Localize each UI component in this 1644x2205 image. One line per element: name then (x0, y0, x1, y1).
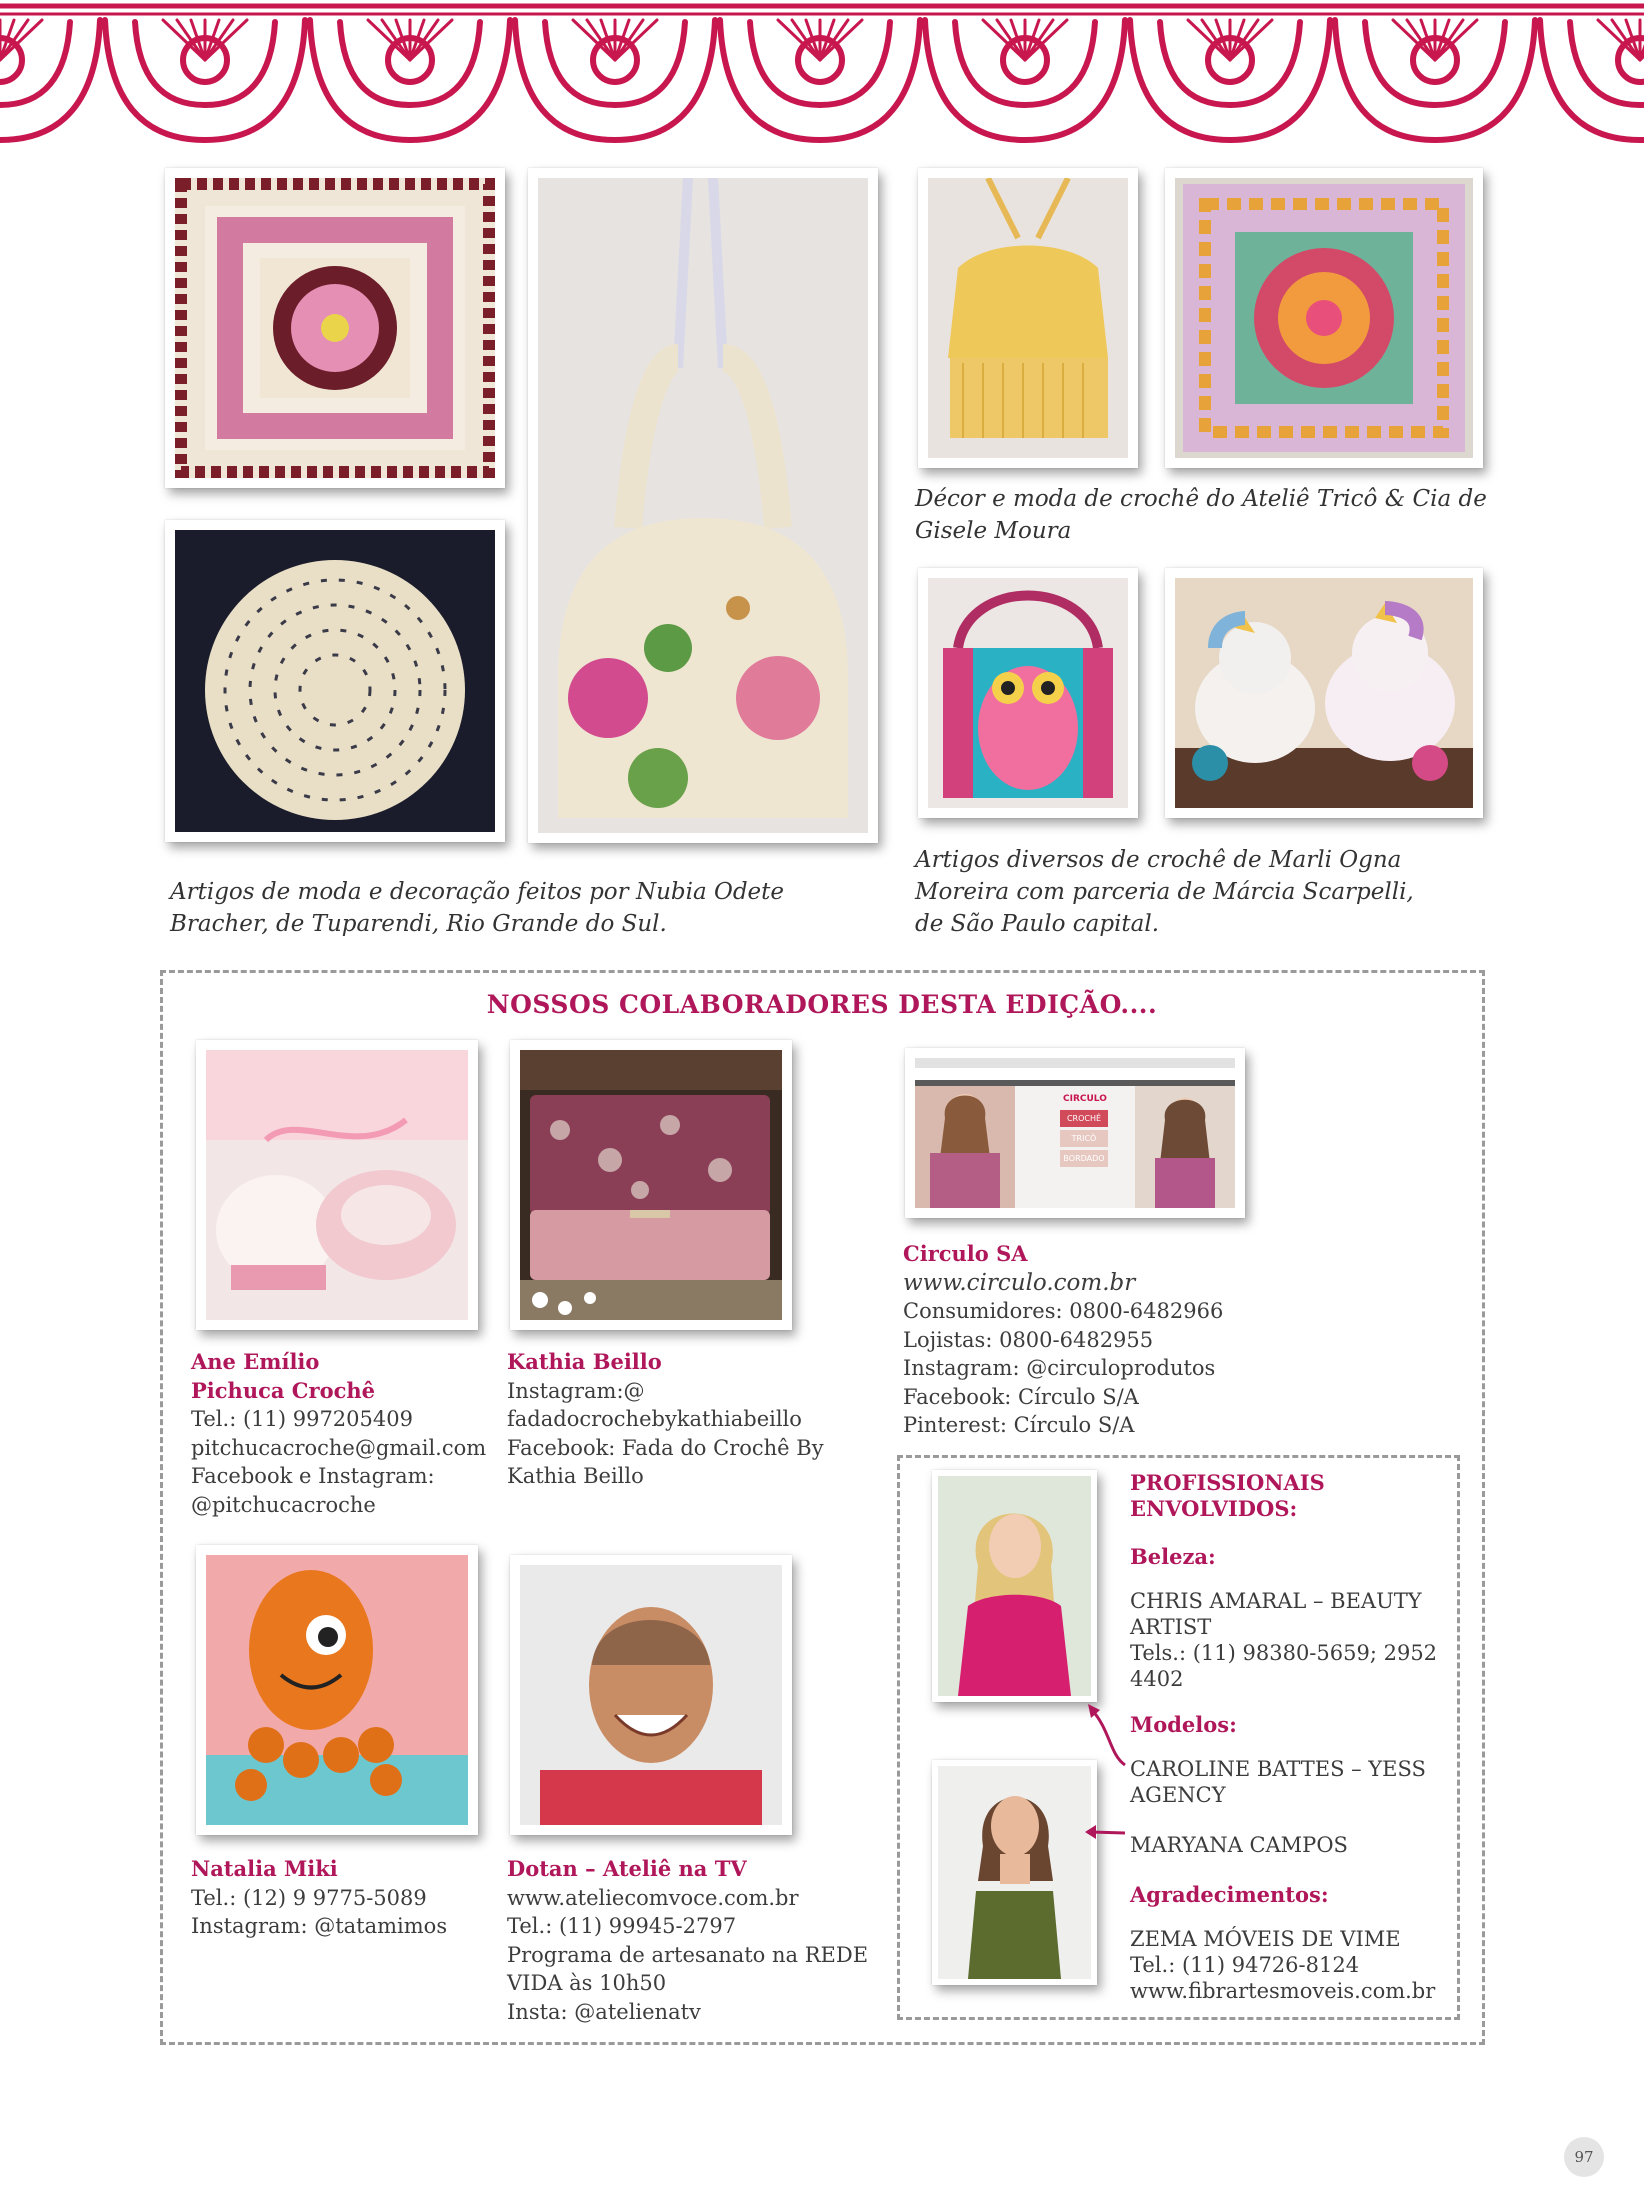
beleza-line: ARTIST (1130, 1615, 1212, 1639)
contact-phone: Lojistas: 0800-6482955 (903, 1327, 1154, 1352)
professionals-title: ENVOLVIDOS: (1130, 1496, 1298, 1521)
contact-email: pitchucacroche@gmail.com (191, 1435, 487, 1460)
beleza-line: CHRIS AMARAL – BEAUTY (1130, 1589, 1422, 1613)
agradecimentos-label: Agradecimentos: (1130, 1882, 1329, 1907)
contact-name: Kathia Beillo (507, 1349, 662, 1374)
caption-gisele (915, 483, 1487, 547)
photo-spiral-doily (165, 520, 505, 842)
photo-dotan-portrait (510, 1555, 792, 1835)
beleza-label: Beleza: (1130, 1544, 1216, 1569)
modelo-line: AGENCY (1130, 1783, 1226, 1807)
website-logo: CIRCULO (1063, 1094, 1107, 1104)
contact-dotan (507, 1855, 868, 2026)
contact-phone: Tel.: (12) 9 9775-5089 (191, 1885, 427, 1910)
photo-owl-bag (918, 568, 1138, 818)
website-menu-item: BORDADO (1060, 1150, 1108, 1167)
photo-octopus-amigurumi (196, 1545, 478, 1835)
photo-circulo-website (905, 1048, 1245, 1218)
agradecimentos-line: ZEMA MÓVEIS DE VIME (1130, 1927, 1401, 1951)
contact-phone: Tel.: (11) 99945-2797 (507, 1914, 737, 1938)
contact-description: VIDA às 10h50 (507, 1971, 667, 1995)
photo-model-green-top (932, 1760, 1097, 1985)
contact-name: Dotan – Ateliê na TV (507, 1856, 747, 1881)
photo-baby-booties (196, 1040, 478, 1330)
professionals-text (1130, 1470, 1437, 2004)
photo-yellow-crop-top (918, 168, 1138, 468)
website-menu-item: TRICÔ (1060, 1130, 1108, 1147)
caption-line: Artigos de moda e decoração feitos por Nubia Odete (170, 879, 785, 905)
beleza-line: Tels.: (11) 98380-5659; 2952 (1130, 1641, 1438, 1665)
contact-phone: Consumidores: 0800-6482966 (903, 1299, 1224, 1323)
contact-social: Facebook: Círculo S/A (903, 1384, 1139, 1409)
modelo-line: CAROLINE BATTES – YESS (1130, 1757, 1426, 1781)
caption-line: Gisele Moura (915, 518, 1072, 544)
contact-website[interactable]: www.circulo.com.br (903, 1269, 1136, 1296)
contact-phone: Tel.: (11) 997205409 (191, 1407, 413, 1431)
photo-handbag-flowers (528, 168, 878, 843)
contact-social: Facebook e Instagram: (191, 1464, 435, 1488)
page-number: 97 (1564, 2137, 1604, 2177)
contact-social: Instagram:@ (507, 1378, 645, 1403)
caption-line: Bracher, de Tuparendi, Rio Grande do Sul. (170, 911, 667, 937)
caption-nubia (170, 876, 784, 940)
contact-description: Programa de artesanato na REDE (507, 1942, 869, 1967)
contact-social: fadadocrochebykathiabeillo (507, 1407, 802, 1431)
caption-line: Décor e moda de crochê do Ateliê Tricô & Cia de (915, 486, 1487, 512)
photo-model-pink-top (932, 1470, 1097, 1702)
contact-social: Insta: @atelienatv (507, 1999, 701, 2024)
contact-social: Pinterest: Círculo S/A (903, 1413, 1135, 1437)
professionals-title: PROFISSIONAIS (1130, 1470, 1325, 1495)
contact-social: Kathia Beillo (507, 1464, 644, 1488)
caption-line: Artigos diversos de crochê de Marli Ogna (915, 847, 1402, 873)
contact-social: @pitchucacroche (191, 1492, 376, 1517)
contact-circulo (903, 1240, 1223, 1440)
contact-website: www.ateliecomvoce.com.br (507, 1885, 799, 1910)
contact-social: Instagram: @circuloprodutos (903, 1356, 1216, 1380)
photo-granny-pillow-lilac (1165, 168, 1483, 468)
contact-kathia (507, 1348, 824, 1491)
contact-natalia (191, 1855, 447, 1941)
caption-line: de São Paulo capital. (915, 911, 1160, 937)
agradecimentos-line: www.fibrartesmoveis.com.br (1130, 1979, 1436, 2003)
website-menu (1060, 1110, 1108, 1167)
contact-social: Instagram: @tatamimos (191, 1914, 448, 1938)
section-title: NOSSOS COLABORADORES DESTA EDIÇÃO.... (486, 990, 1158, 1019)
caption-marli (915, 844, 1414, 940)
arrow-connector (1080, 1680, 1130, 1840)
contact-name: Ane Emílio (191, 1349, 320, 1374)
modelo-line: MARYANA CAMPOS (1130, 1833, 1348, 1857)
contact-social: Facebook: Fada do Crochê By (507, 1435, 824, 1460)
website-menu-item: CROCHÊ (1060, 1110, 1108, 1127)
lace-border-decoration (0, 0, 1644, 150)
photo-granny-pillow-pink (165, 168, 505, 488)
contact-name: Pichuca Crochê (191, 1377, 375, 1403)
contact-ane (191, 1348, 486, 1519)
agradecimentos-line: Tel.: (11) 94726-8124 (1130, 1953, 1360, 1977)
caption-line: Moreira com parceria de Márcia Scarpelli, (915, 879, 1414, 905)
contact-name: Circulo SA (903, 1241, 1028, 1266)
modelos-label: Modelos: (1130, 1712, 1237, 1737)
contact-name: Natalia Miki (191, 1856, 338, 1881)
photo-unicorns (1165, 568, 1483, 818)
beleza-line: 4402 (1130, 1667, 1184, 1691)
photo-fluffy-handbag (510, 1040, 792, 1330)
